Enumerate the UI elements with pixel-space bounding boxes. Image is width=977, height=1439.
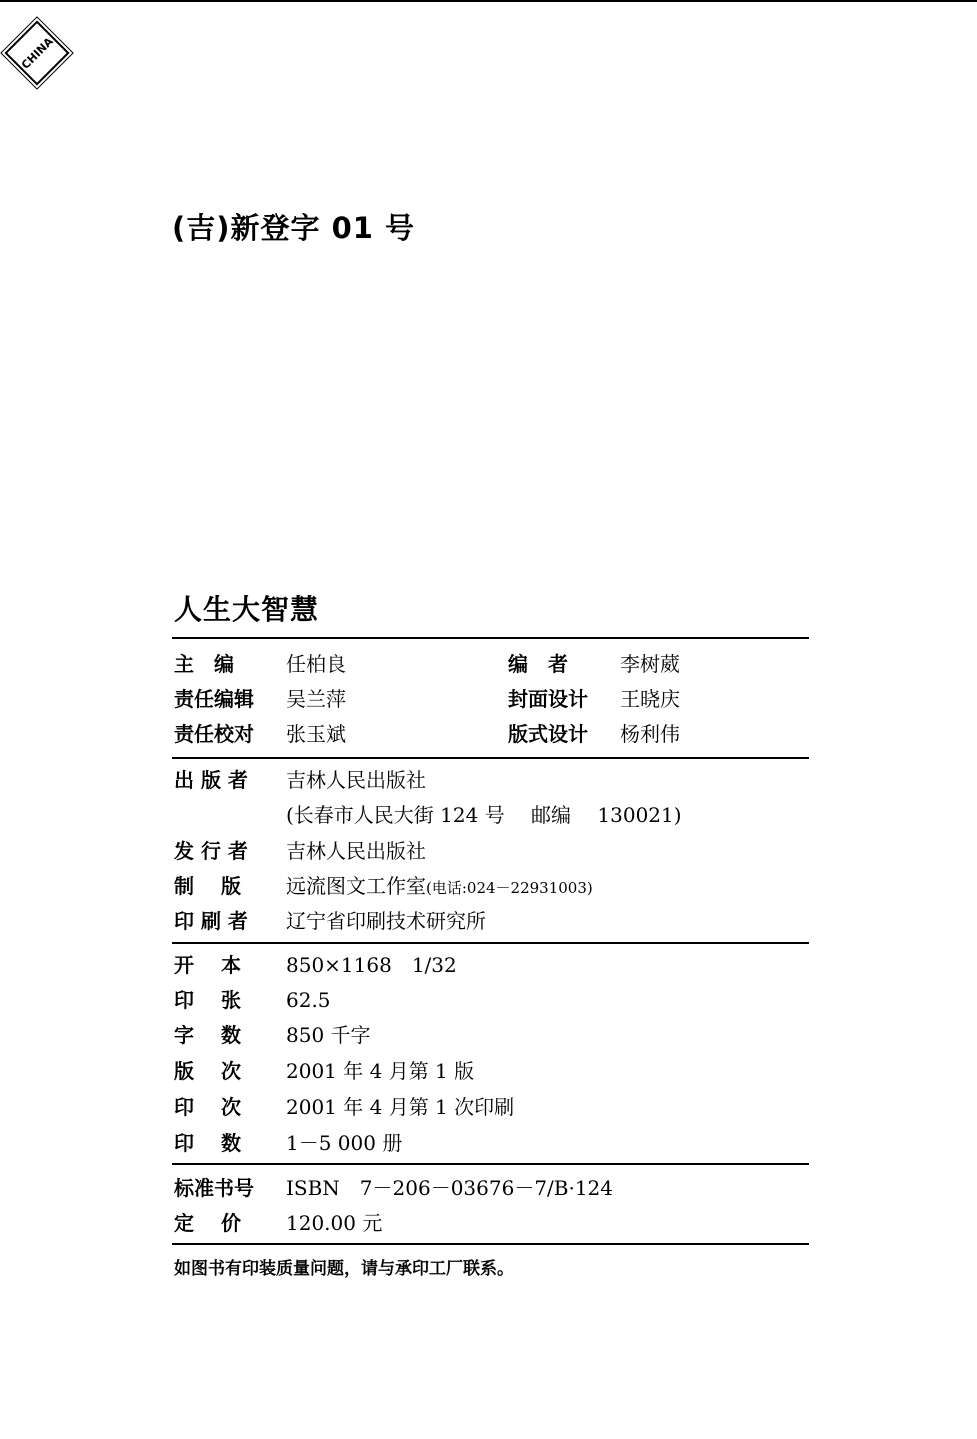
credit-value: 任柏良 <box>286 652 346 676</box>
spec-value: 2001 年 4 月第 1 次印刷 <box>286 1095 515 1119</box>
divider <box>172 637 809 639</box>
book-title: 人生大智慧 <box>174 593 320 626</box>
divider <box>172 942 809 944</box>
spec-value: 1－5 000 册 <box>286 1131 403 1155</box>
top-border-rule <box>0 0 977 2</box>
credit-value: 王晓庆 <box>620 687 680 711</box>
credit-value: 杨利伟 <box>620 722 680 746</box>
printer-name: 辽宁省印刷技术研究所 <box>286 909 486 933</box>
credit-value: 吴兰萍 <box>286 687 346 711</box>
registration-number: (吉)新登字 01 号 <box>172 211 416 245</box>
divider <box>172 1243 809 1245</box>
spec-value: 850×1168 1/32 <box>286 953 457 977</box>
china-stamp-logo: CHINA <box>4 20 69 85</box>
publisher-name: 吉林人民出版社 <box>286 768 426 792</box>
credit-label: 编 者 <box>508 652 568 676</box>
isbn-value: ISBN 7－206－03676－7/B·124 <box>286 1176 614 1200</box>
price-value: 120.00 元 <box>286 1211 383 1235</box>
credit-label: 责任校对 <box>174 722 254 746</box>
distributor-label: 发 行 者 <box>174 839 248 863</box>
credit-value: 李树葳 <box>620 652 680 676</box>
divider <box>172 757 809 759</box>
credit-label: 版式设计 <box>508 722 588 746</box>
credit-label: 责任编辑 <box>174 687 254 711</box>
distributor-name: 吉林人民出版社 <box>286 839 426 863</box>
spec-value: 2001 年 4 月第 1 版 <box>286 1059 475 1083</box>
producer-label: 制 版 <box>174 874 241 898</box>
spec-value: 850 千字 <box>286 1023 371 1047</box>
producer-studio: 远流图文工作室 <box>286 874 426 898</box>
spec-label: 版 次 <box>174 1059 241 1083</box>
spec-label: 开 本 <box>174 953 241 977</box>
price-label: 定 价 <box>174 1211 241 1235</box>
divider <box>172 1163 809 1165</box>
isbn-label: 标准书号 <box>174 1176 254 1200</box>
publisher-label: 出 版 者 <box>174 768 248 792</box>
publisher-address: (长春市人民大街 124 号 邮编 130021) <box>286 803 682 827</box>
producer-phone: (电话:024－22931003) <box>426 879 593 897</box>
printer-label: 印 刷 者 <box>174 909 248 933</box>
credit-label: 封面设计 <box>508 687 588 711</box>
spec-value: 62.5 <box>286 988 331 1012</box>
credit-value: 张玉斌 <box>286 722 346 746</box>
credit-label: 主 编 <box>174 652 234 676</box>
producer-name <box>286 869 593 905</box>
spec-label: 字 数 <box>174 1023 241 1047</box>
spec-label: 印 张 <box>174 988 241 1012</box>
spec-label: 印 次 <box>174 1095 241 1119</box>
quality-notice: 如图书有印装质量问题，请与承印工厂联系。 <box>174 1259 514 1279</box>
spec-label: 印 数 <box>174 1131 241 1155</box>
